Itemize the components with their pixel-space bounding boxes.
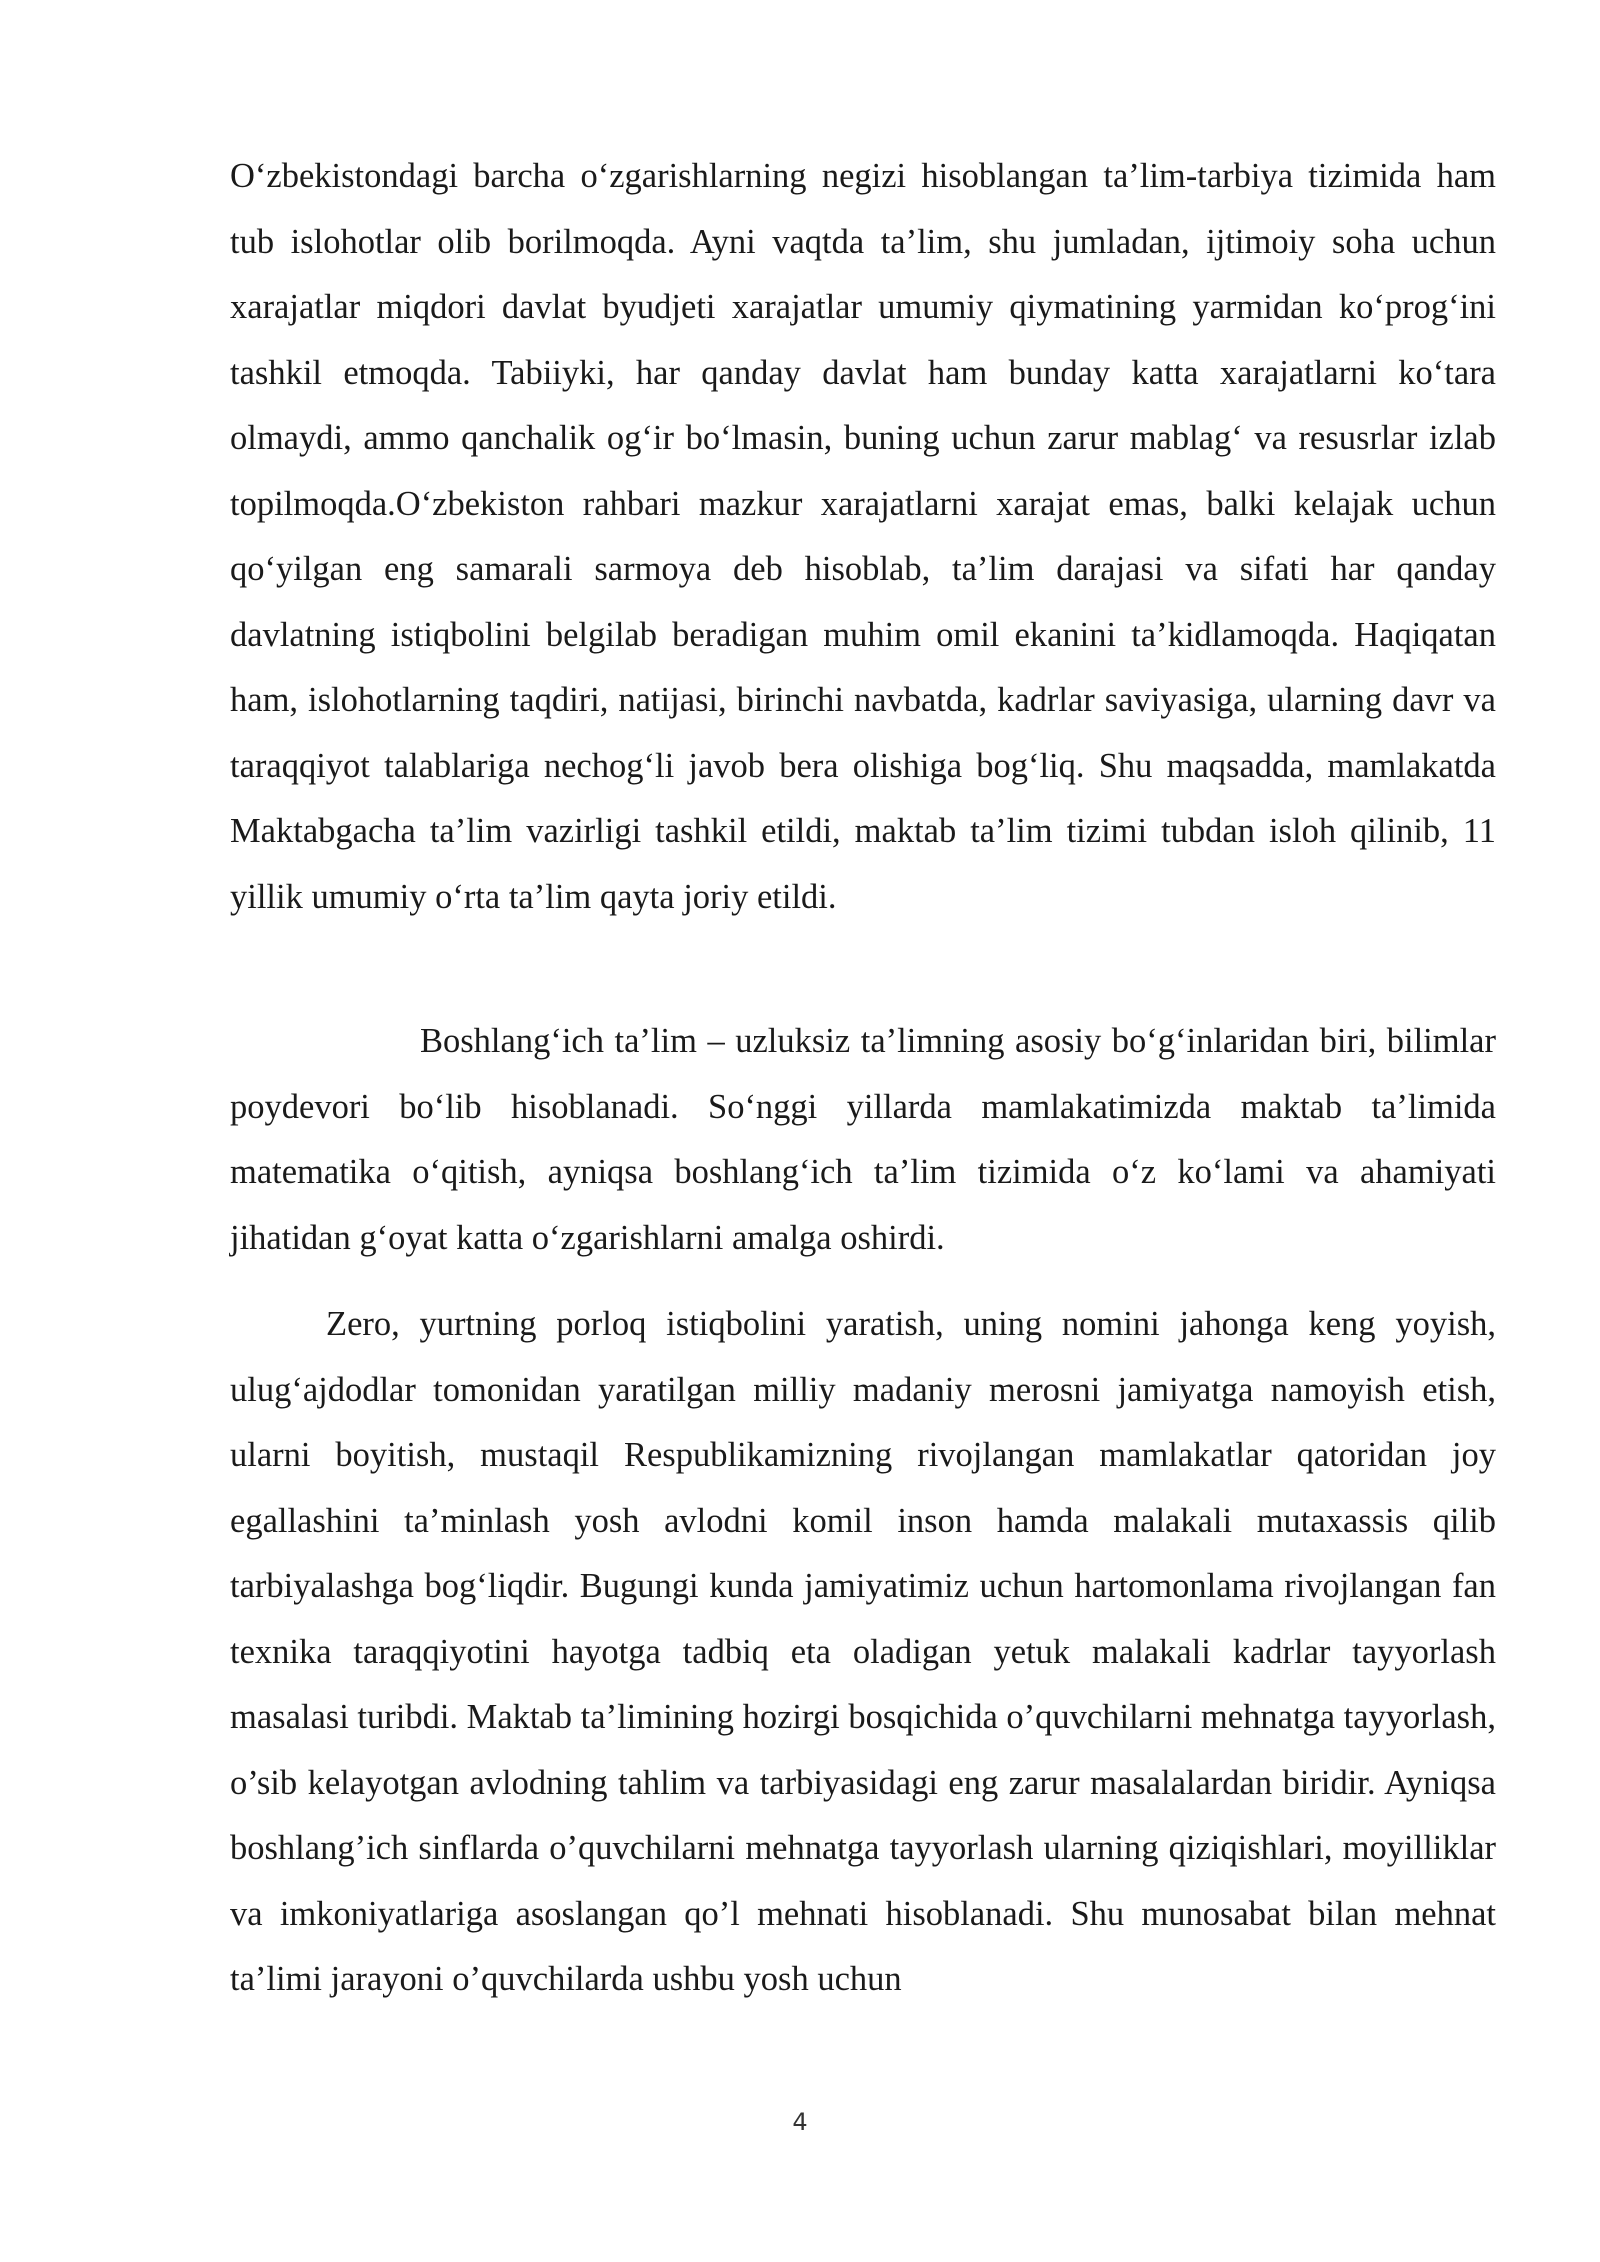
- body-paragraph-3: Zero, yurtning porloq istiqbolini yaratish, uning nomini jahonga keng yoyish, ulug‘ajdodlar tomonidan yaratilgan milliy madaniy merosni jamiyatga namoyish etish, ularni boyitish, mustaqil Respublikamizning rivojlangan mamlakatlar qatoridan joy egallashini ta’minlash yosh avlodni komil inson hamda malakali mutaxassis qilib tarbiyalashga bog‘liqdir. Bugungi kunda jamiyatimiz uchun hartomonlama rivojlangan fan texnika taraqqiyotini hayotga tadbiq eta oladigan yetuk malakali kadrlar tayyorlash masalasi turibdi. Maktab ta’limining hozirgi bosqichida o’quvchilarni mehnatga tayyorlash, o’sib kelayotgan avlodning tahlim va tarbiyasidagi eng zarur masalalardan biridir. Ayniqsa boshlang’ich sinflarda o’quvchilarni mehnatga tayyorlash ularning qiziqishlari, moyilliklar va imkoniyatlariga asoslangan qo’l mehnati hisoblanadi. Shu munosabat bilan mehnat ta’limi jarayoni o’quvchilarda ushbu yosh uchun: [230, 1305, 1496, 1998]
- body-paragraph-1: O‘zbekistondagi barcha o‘zgarishlarning negizi hisoblangan ta’lim-tarbiya tizimida ham tub islohotlar olib borilmoqda. Ayni vaqtda ta’lim, shu jumladan, ijtimoiy soha uchun xarajatlar miqdori davlat byudjeti xarajatlar umumiy qiymatining yarmidan ko‘prog‘ini tashkil etmoqda. Tabiiyki, har qanday davlat ham bunday katta xarajatlarni ko‘tara olmaydi, ammo qanchalik og‘ir bo‘lmasin, buning uchun zarur mablag‘ va resusrlar izlab topilmoqda.O‘zbekiston rahbari mazkur xarajatlarni xarajat emas, balki kelajak uchun qo‘yilgan eng samarali sarmoya deb hisoblab, ta’lim darajasi va sifati har qanday davlatning istiqbolini belgilab beradigan muhim omil ekanini ta’kidlamoqda. Haqiqatan ham, islohotlarning taqdiri, natijasi, birinchi navbatda, kadrlar saviyasiga, ularning davr va taraqqiyot talablariga nechog‘li javob bera olishiga bog‘liq. Shu maqsadda, mamlakatda Maktabgacha ta’lim vazirligi tashkil etildi, maktab ta’lim tizimi tubdan isloh qilinib, 11 yillik umumiy o‘rta ta’lim qayta joriy etildi.: [230, 157, 1496, 916]
- page-number: 4: [792, 2108, 808, 2136]
- body-paragraph-2: Boshlang‘ich ta’lim – uzluksiz ta’limning asosiy bo‘g‘inlaridan biri, bilimlar poydevori bo‘lib hisoblanadi. So‘nggi yillarda mamlakatimizda maktab ta’limida matematika o‘qitish, ayniqsa boshlang‘ich ta’lim tizimida o‘z ko‘lami va ahamiyati jihatidan g‘oyat katta o‘zgarishlarni amalga oshirdi.: [230, 1022, 1496, 1257]
